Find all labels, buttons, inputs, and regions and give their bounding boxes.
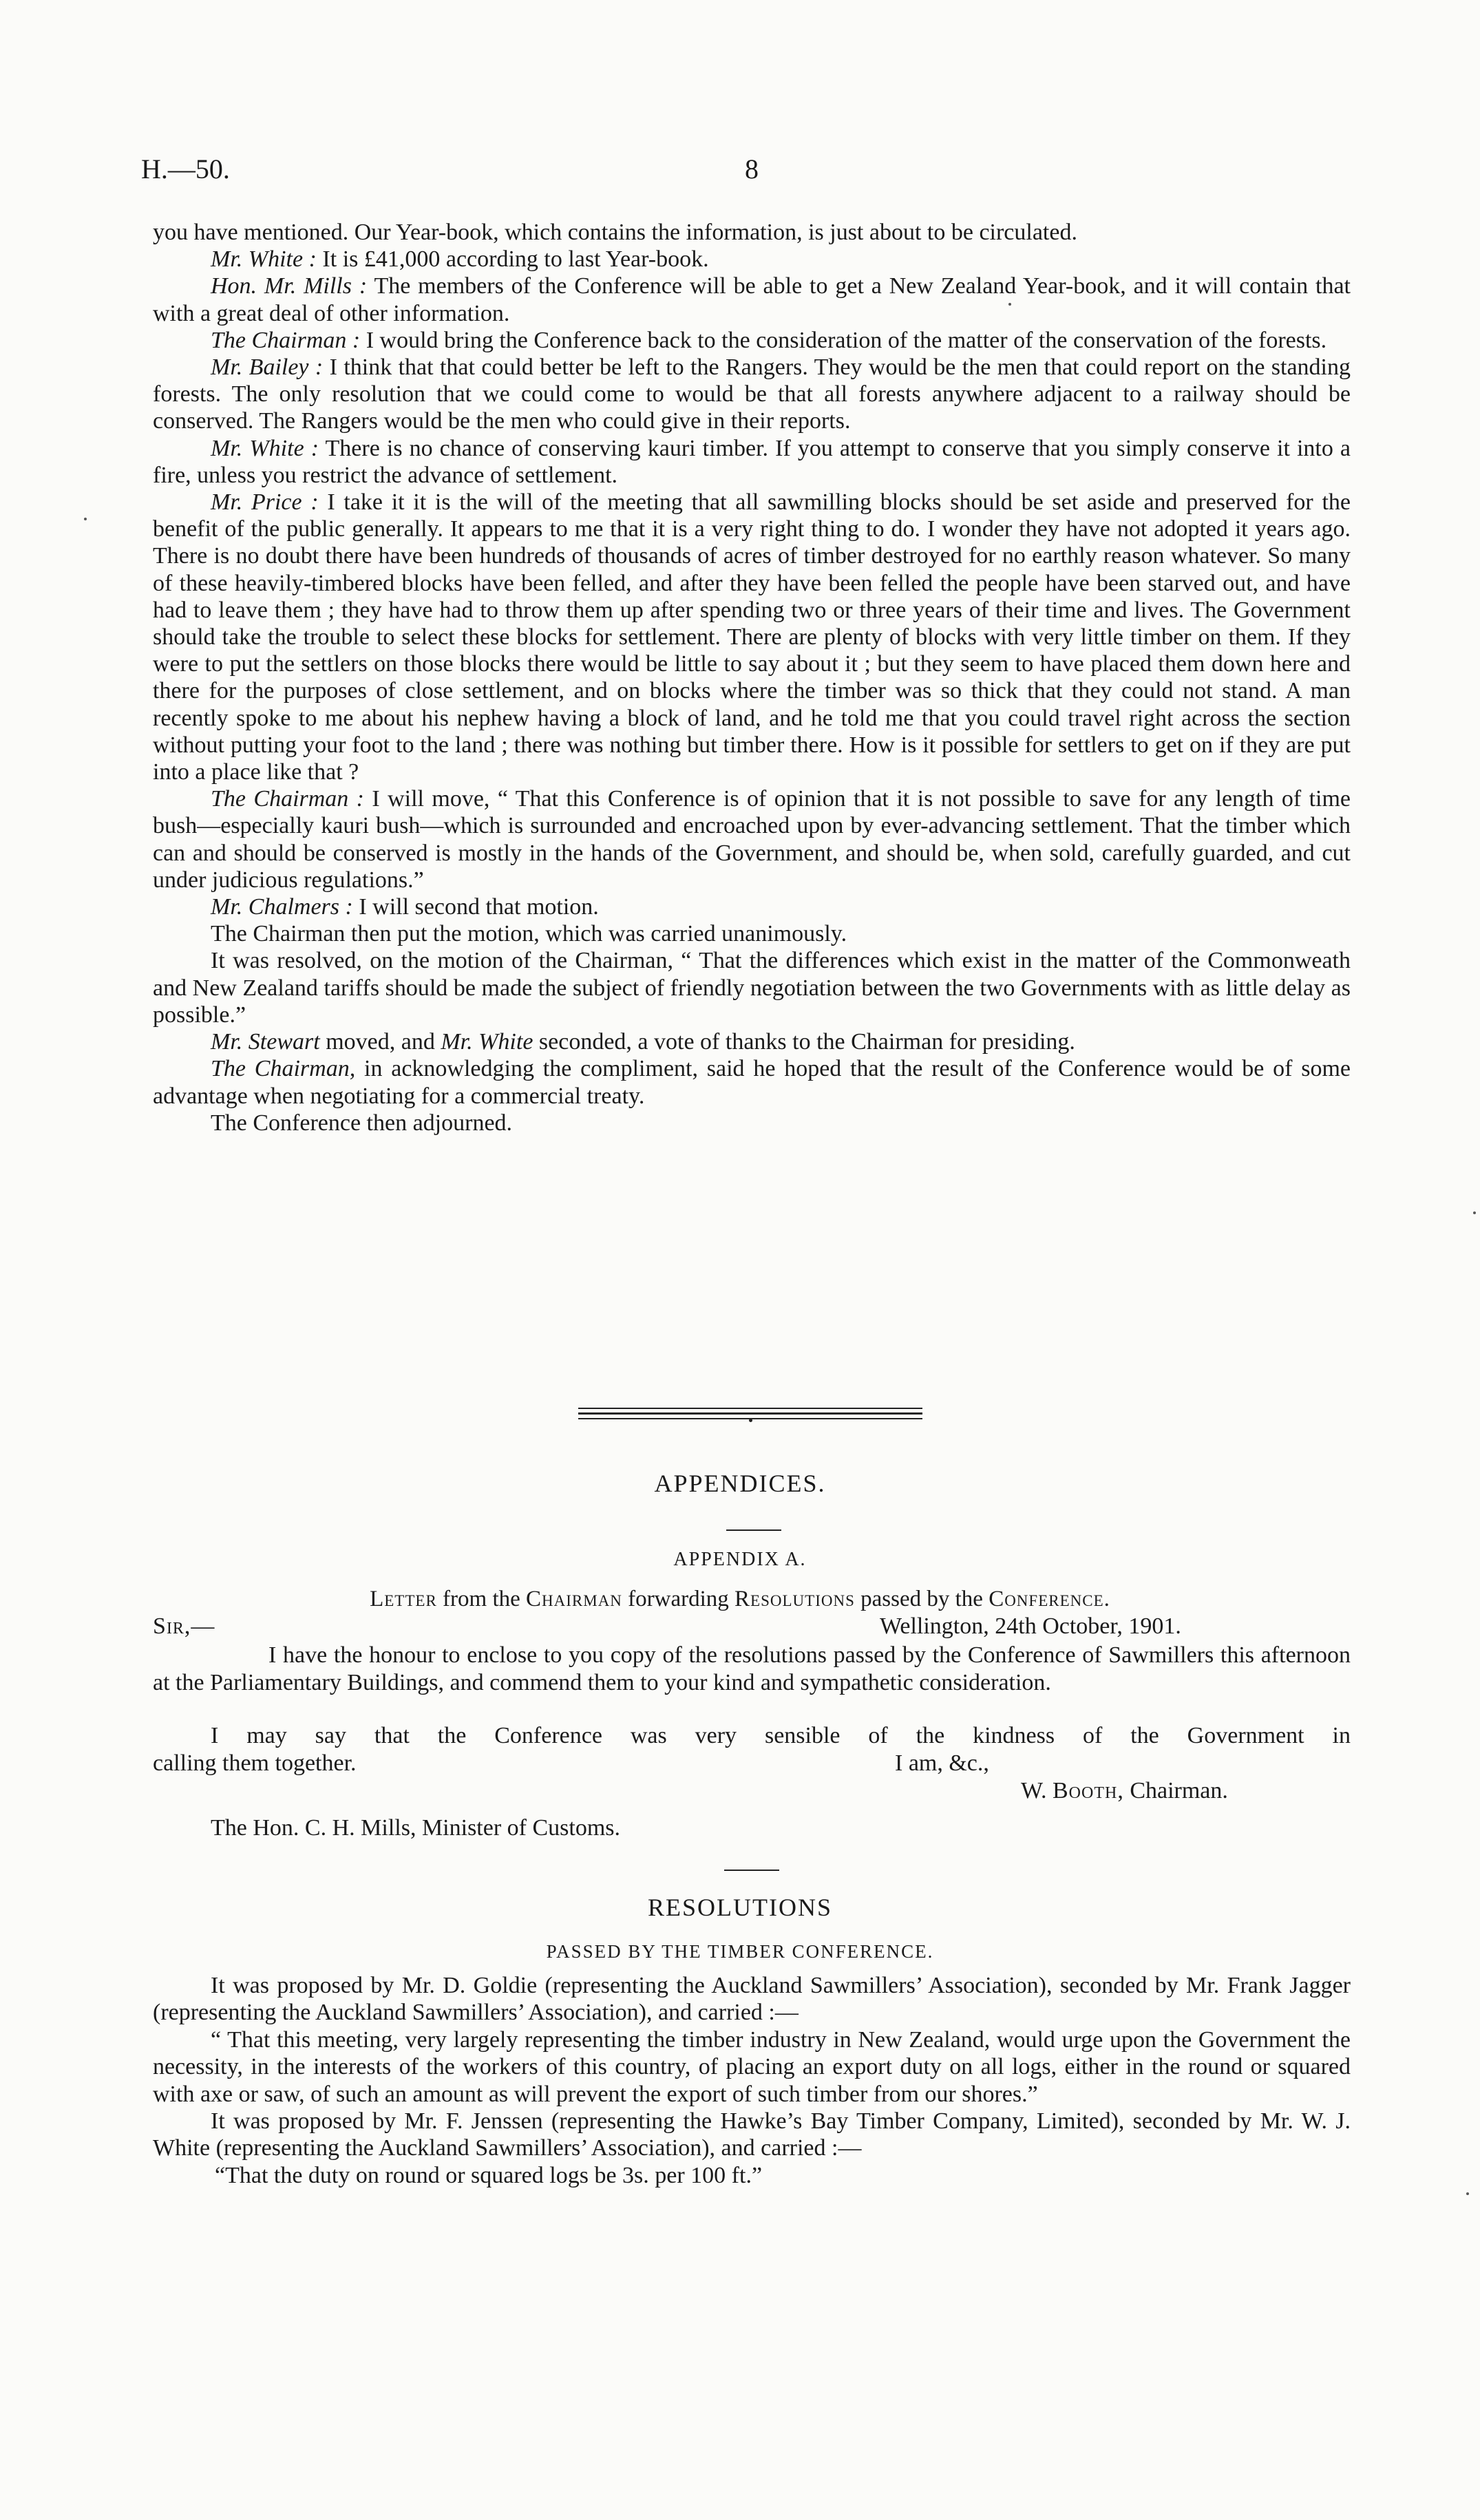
scan-speck [84, 518, 87, 520]
letter-heading: Letter from the Chairman forwarding Resolutions passed by the Conference. [370, 1587, 1110, 1611]
salutation: Sir,— [153, 1613, 215, 1639]
speaker: Mr. Bailey : [211, 354, 324, 381]
scan-speck [1466, 2192, 1469, 2195]
divider [726, 1529, 781, 1531]
paragraph: The Chairman : I will move, “ That this Conference is of opinion that it is not possible to save for any length of time bush—especially kauri bush—which is surrounded and encroached upon by ever-advancing settlement. That the timber which can and should be conserved is mostly in the hands of the Government, and should be, when sold, carefully guarded, and cut under judicious regulations.” [153, 786, 1351, 893]
speaker: Mr. Price : [211, 489, 319, 516]
resolution-quote: “ That this meeting, very largely representing the timber industry in New Zealand, would urge upon the Government the necessity, in the interests of the workers of this country, of placing an export duty on all logs, either in the round or squared with axe or saw, of such an amount as will prevent the export of such timber from our shores.” [153, 2026, 1351, 2107]
scan-speck [1473, 1211, 1476, 1214]
letter-paragraph: calling them together. [153, 1750, 357, 1776]
paragraph: Mr. Chalmers : I will second that motion. [211, 894, 599, 920]
resolutions-subheading: PASSED BY THE TIMBER CONFERENCE. [546, 1941, 934, 1962]
appendix-a-heading: APPENDIX A. [673, 1549, 807, 1570]
speaker: Mr. White : [211, 246, 317, 273]
paragraph: Mr. Stewart moved, and Mr. White seconded, a vote of thanks to the Chairman for presiding. [211, 1029, 1075, 1055]
paragraph: The Chairman then put the motion, which was carried unanimously. [211, 921, 847, 947]
document-reference: H.—50. [141, 153, 230, 184]
letter-paragraph: I may say that the Conference was very sensible of the kindness of the Government in [211, 1723, 1351, 1748]
speaker: Mr. White : [211, 435, 319, 461]
resolution-quote: “That the duty on round or squared logs be 3s. per 100 ft.” [215, 2162, 763, 2188]
scan-speck [1008, 303, 1011, 306]
speaker: Mr. Stewart [211, 1029, 320, 1055]
divider [724, 1870, 779, 1871]
paragraph: Mr. Bailey : I think that that could better be left to the Rangers. They would be the men that could report on the standing forests. The only resolution that we could come to would be that all forests anywhere adjacent to a railway should be conserved. The Rangers would be the men who could give in their reports. [153, 354, 1351, 434]
resolutions-body [153, 1972, 1351, 2189]
speaker: Mr. Chalmers : [211, 894, 353, 920]
paragraph: The Conference then adjourned. [211, 1110, 513, 1136]
signature: W. Booth, Chairman. [1021, 1778, 1228, 1803]
paragraph: Mr. White : It is £41,000 according to last Year-book. [211, 246, 709, 273]
paragraph: Mr. Price : I take it it is the will of the meeting that all sawmilling blocks should be set aside and preserved for the benefit of the public generally. It appears to me that it is a very right thing to do. I wonder they have not adopted it years ago. There is no doubt there have been hundreds of thousands of acres of timber destroyed for no earthly reason whatever. So many of these heavily-timbered blocks have been felled, and after they have been felled the people have been starved out, and have had to leave them ; they have had to throw them up after spending two or three years of their time and lives. The Government should take the trouble to select these blocks for settlement. There are plenty of blocks with very little timber on them. If they were to put the settlers on those blocks there would be little to say about it ; but they seem to have placed them down here and there for the purposes of close settlement, and on blocks where the timber was so thick that they could not stand. A man recently spoke to me about his nephew having a block of land, and he told me that you could travel right across the section without putting your foot to the land ; there was nothing but timber there. How is it possible for settlers to get on if they are put into a place like that ? [153, 489, 1351, 785]
paragraph: The Chairman : I would bring the Conference back to the consideration of the matter of the conservation of the forests. [211, 327, 1327, 353]
resolutions-heading: RESOLUTIONS [647, 1894, 832, 1921]
paragraph: Mr. White : There is no chance of conserving kauri timber. If you attempt to conserve that you simply conserve it into a fire, unless you restrict the advance of settlement. [153, 435, 1351, 488]
paragraph: The Chairman, in acknowledging the compliment, said he hoped that the result of the Conference would be of some advantage when negotiating for a commercial treaty. [153, 1056, 1351, 1109]
discussion-body [153, 219, 1351, 1136]
speaker: Mr. White [441, 1029, 533, 1055]
speaker: The Chairman : [211, 327, 361, 353]
resolution-paragraph: It was proposed by Mr. F. Jenssen (representing the Hawke’s Bay Timber Company, Limited), seconded by Mr. W. J. White (representing the Auckland Sawmillers’ Association), and carried :— [153, 2108, 1351, 2161]
resolution-paragraph: It was proposed by Mr. D. Goldie (representing the Auckland Sawmillers’ Association), seconded by Mr. Frank Jagger (representing the Auckland Sawmillers’ Association), and carried :— [153, 1973, 1351, 2026]
paragraph: It was resolved, on the motion of the Chairman, “ That the differences which exist in the matter of the Commonweath and New Zealand tariffs should be made the subject of friendly negotiation between the two Governments with as little delay as possible.” [153, 948, 1351, 1028]
paragraph: you have mentioned. Our Year-book, which contains the information, is just about to be circulated. [153, 220, 1077, 245]
speaker: The Chairman, [211, 1056, 356, 1082]
page-number: 8 [745, 153, 759, 184]
addressee: The Hon. C. H. Mills, Minister of Customs. [211, 1815, 621, 1841]
speaker: The Chairman : [211, 786, 365, 812]
place-date: Wellington, 24th October, 1901. [880, 1613, 1181, 1639]
letter-closing: I am, &c., [895, 1750, 989, 1776]
letter-paragraph: I have the honour to enclose to you copy of the resolutions passed by the Conference of Sawmillers this afternoon at the Parliamentary Buildings, and commend them to your kind and sympathetic consideration. [153, 1642, 1351, 1695]
section-divider [578, 1408, 922, 1423]
speaker: Hon. Mr. Mills : [211, 273, 368, 299]
appendices-heading: APPENDICES. [654, 1470, 826, 1497]
paragraph: Hon. Mr. Mills : The members of the Conference will be able to get a New Zealand Year-book, and it will contain that with a great deal of other information. [153, 273, 1351, 326]
